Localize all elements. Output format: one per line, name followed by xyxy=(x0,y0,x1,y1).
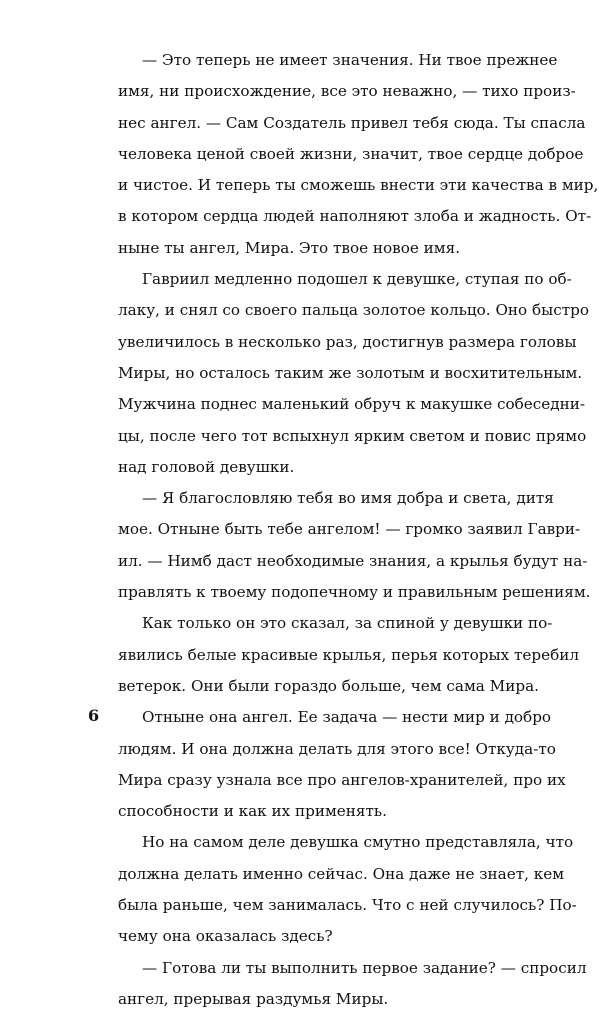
text-line: явились белые красивые крылья, перья которых теребил xyxy=(118,645,580,664)
text-line: и чистое. И теперь ты сможешь внести эти качества в мир, xyxy=(118,176,599,195)
text-line: лаку, и снял со своего пальца золотое кольцо. Оно быстро xyxy=(118,301,590,320)
text-line: должна делать именно сейчас. Она даже не знает, кем xyxy=(118,864,565,883)
page-number: 6 xyxy=(88,706,100,725)
text-line: цы, после чего тот вспыхнул ярким светом и повис прямо xyxy=(118,426,587,445)
text-line: человека ценой своей жизни, значит, твое сердце доброе xyxy=(118,144,584,163)
text-line: имя, ни происхождение, все это неважно, — тихо произ- xyxy=(118,82,576,101)
text-line: людям. И она должна делать для этого все! Откуда-то xyxy=(118,739,556,758)
text-line: ветерок. Они были гораздо больше, чем сама Мира. xyxy=(118,676,539,695)
text-line: над головой девушки. xyxy=(118,457,295,476)
text-line: в котором сердца людей наполняют злоба и жадность. От- xyxy=(118,207,592,226)
text-line: была раньше, чем занималась. Что с ней случилось? По- xyxy=(118,896,577,915)
text-line: Как только он это сказал, за спиной у девушки по- xyxy=(142,614,553,633)
text-line: Гавриил медленно подошел к девушке, ступая по об- xyxy=(142,270,572,289)
text-line: — Готова ли ты выполнить первое задание? — спросил xyxy=(142,958,587,977)
text-line: Мира сразу узнала все про ангелов-хранителей, про их xyxy=(118,770,566,789)
text-line: мое. Отныне быть тебе ангелом! — громко заявил Гаври- xyxy=(118,520,581,539)
text-line: — Я благословляю тебя во имя добра и света, дитя xyxy=(142,489,554,508)
text-line: нес ангел. — Сам Создатель привел тебя сюда. Ты спасла xyxy=(118,113,586,132)
text-line: ил. — Нимб даст необходимые знания, а крылья будут на- xyxy=(118,551,588,570)
text-line: Но на самом деле девушка смутно представляла, что xyxy=(142,833,574,852)
text-line: увеличилось в несколько раз, достигнув размера головы xyxy=(118,332,577,351)
text-line: правлять к твоему подопечному и правильным решениям. xyxy=(118,583,591,602)
text-line: способности и как их применять. xyxy=(118,802,387,821)
text-line: Мужчина поднес маленький обруч к макушке собеседни- xyxy=(118,395,586,414)
text-line: — Это теперь не имеет значения. Ни твое прежнее xyxy=(142,51,558,69)
body-text xyxy=(118,45,599,1015)
text-line: чему она оказалась здесь? xyxy=(118,927,333,946)
text-line: ангел, прерывая раздумья Миры. xyxy=(118,989,389,1008)
text-line: Отныне она ангел. Ее задача — нести мир и добро xyxy=(142,708,552,727)
text-line: Миры, но осталось таким же золотым и восхитительным. xyxy=(118,363,583,382)
text-line: ныне ты ангел, Мира. Это твое новое имя. xyxy=(118,238,461,257)
